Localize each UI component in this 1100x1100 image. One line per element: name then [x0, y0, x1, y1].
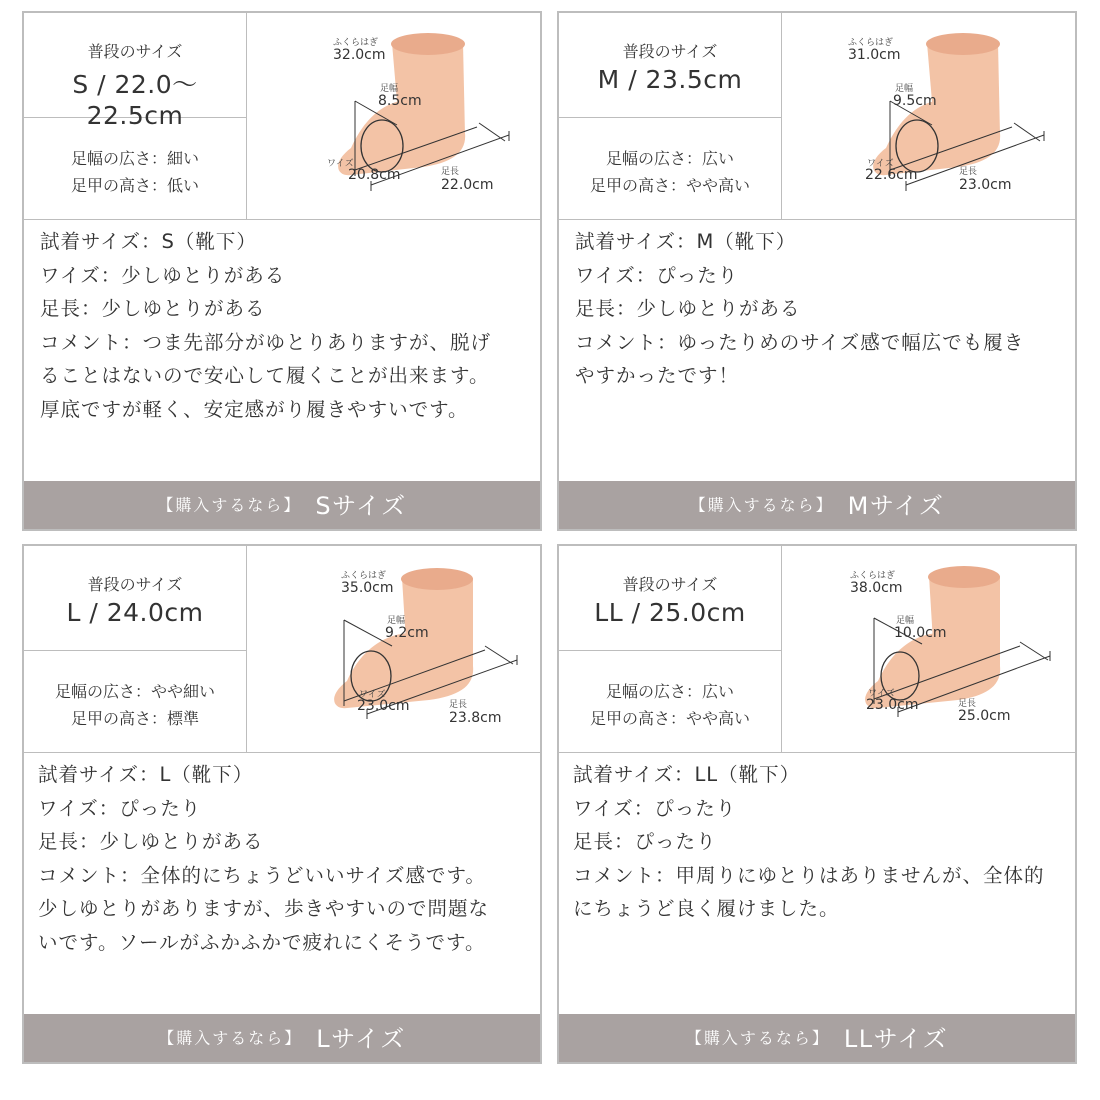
- review-line: コメント：全体的にちょうどいいサイズ感です。: [38, 863, 486, 887]
- recommended-size-prefix: 【購入するなら】: [157, 495, 302, 515]
- fitting-review: [575, 225, 1065, 393]
- review-line: 足長：少しゆとりがある: [38, 830, 264, 853]
- foot-width-label: 足幅: [380, 84, 399, 94]
- recommended-size: Sサイズ: [315, 491, 407, 520]
- foot-length-label: 足長: [958, 699, 977, 709]
- foot-shape-box: [24, 650, 247, 753]
- review-line: コメント：ゆったりめのサイズ感で幅広でも履き: [575, 330, 1025, 354]
- review-line: ワイズ：ぴったり: [573, 796, 737, 820]
- review-line: 厚底ですが軽く、安定感がり履きやすいです。: [40, 397, 469, 421]
- foot-illustration: [247, 13, 542, 219]
- usual-size-label: 普段のサイズ: [87, 575, 183, 594]
- fitting-review: [38, 758, 538, 959]
- review-line: コメント：甲周りにゆとりはありませんが、全体的: [573, 863, 1045, 887]
- calf-value: 38.0cm: [850, 580, 903, 596]
- size-review-card: [22, 544, 542, 1064]
- foot-width-value: 8.5cm: [378, 93, 422, 109]
- usual-size-value: LL / 25.0cm: [594, 598, 746, 627]
- foot-width-rating: 足幅の広さ：細い: [70, 149, 199, 168]
- review-line: やすかったです！: [575, 364, 740, 387]
- foot-illustration: [782, 546, 1077, 752]
- foot-width-label: 足幅: [895, 84, 914, 94]
- size-review-card: [557, 11, 1077, 531]
- usual-size-box: [24, 13, 247, 130]
- recommended-size-bar: [559, 481, 1075, 529]
- review-line: 足長：少しゆとりがある: [575, 297, 801, 320]
- foot-length-label: 足長: [449, 700, 468, 710]
- calf-label: ふくらはぎ: [848, 38, 894, 48]
- review-line: いです。ソールがふかふかで疲れにくそうです。: [38, 930, 486, 954]
- review-line: ワイズ：ぴったり: [38, 796, 202, 820]
- size-review-card: [22, 11, 542, 531]
- calf-value: 31.0cm: [848, 47, 901, 63]
- usual-size-value: S / 22.0〜22.5cm: [72, 70, 198, 130]
- foot-length-value: 23.0cm: [959, 177, 1012, 193]
- wise-value: 20.8cm: [348, 167, 401, 183]
- foot-length-label: 足長: [441, 167, 460, 177]
- review-line: 足長：少しゆとりがある: [40, 297, 266, 320]
- foot-width-value: 9.5cm: [893, 93, 937, 109]
- wise-label: ワイズ: [327, 159, 354, 169]
- recommended-size-prefix: 【購入するなら】: [158, 1028, 303, 1048]
- recommended-size-bar: [559, 1014, 1075, 1062]
- foot-measurement-diagram: [782, 13, 1077, 220]
- foot-length-label: 足長: [959, 167, 978, 177]
- usual-size-value: M / 23.5cm: [597, 65, 743, 94]
- review-line: ワイズ：少しゆとりがある: [40, 263, 286, 287]
- calf-label: ふくらはぎ: [333, 38, 379, 48]
- calf-label: ふくらはぎ: [341, 571, 387, 581]
- foot-length-value: 23.8cm: [449, 710, 502, 726]
- foot-width-value: 9.2cm: [385, 625, 429, 641]
- foot-width-label: 足幅: [387, 616, 406, 626]
- instep-height-rating: 足甲の高さ：低い: [70, 176, 199, 195]
- recommended-size-prefix: 【購入するなら】: [689, 495, 834, 515]
- calf-label: ふくらはぎ: [850, 571, 896, 581]
- foot-width-label: 足幅: [896, 616, 915, 626]
- size-review-card: [557, 544, 1077, 1064]
- recommended-size-bar: [24, 1014, 540, 1062]
- fitting-review: [40, 225, 530, 426]
- foot-width-rating: 足幅の広さ：広い: [605, 682, 734, 701]
- wise-label: ワイズ: [868, 689, 895, 699]
- foot-illustration: [782, 13, 1077, 219]
- foot-width-rating: 足幅の広さ：広い: [605, 149, 734, 168]
- instep-height-rating: 足甲の高さ：やや高い: [589, 709, 750, 728]
- calf-value: 32.0cm: [333, 47, 386, 63]
- foot-measurement-diagram: [782, 546, 1077, 753]
- usual-size-label: 普段のサイズ: [87, 42, 183, 61]
- foot-shape-box: [24, 117, 247, 220]
- foot-width-value: 10.0cm: [894, 625, 947, 641]
- wise-label: ワイズ: [867, 159, 894, 169]
- foot-measurement-diagram: [247, 13, 542, 220]
- usual-size-box: [559, 546, 782, 651]
- wise-value: 23.0cm: [866, 697, 919, 713]
- recommended-size: LLサイズ: [843, 1024, 949, 1053]
- review-line: 試着サイズ：M（靴下）: [575, 230, 797, 253]
- usual-size-box: [559, 13, 782, 118]
- foot-length-value: 22.0cm: [441, 177, 494, 193]
- recommended-size-bar: [24, 481, 540, 529]
- instep-height-rating: 足甲の高さ：やや高い: [589, 176, 750, 195]
- recommended-size: Lサイズ: [316, 1024, 406, 1053]
- foot-length-value: 25.0cm: [958, 708, 1011, 724]
- foot-width-rating: 足幅の広さ：やや細い: [54, 682, 215, 701]
- recommended-size-prefix: 【購入するなら】: [685, 1028, 830, 1048]
- review-line: コメント：つま先部分がゆとりありますが、脱げ: [40, 330, 492, 354]
- foot-shape-box: [559, 650, 782, 753]
- foot-measurement-diagram: [247, 546, 542, 753]
- review-line: ワイズ：ぴったり: [575, 263, 739, 287]
- review-line: 試着サイズ：LL（靴下）: [573, 763, 801, 786]
- usual-size-label: 普段のサイズ: [622, 42, 718, 61]
- review-line: 足長：ぴったり: [573, 830, 717, 853]
- review-line: ることはないので安心して履くことが出来ます。: [40, 364, 490, 387]
- review-line: 試着サイズ：S（靴下）: [40, 230, 257, 253]
- usual-size-label: 普段のサイズ: [622, 575, 718, 594]
- fitting-review: [573, 758, 1073, 926]
- instep-height-rating: 足甲の高さ：標準: [70, 709, 199, 728]
- wise-value: 23.0cm: [357, 698, 410, 714]
- review-line: 試着サイズ：L（靴下）: [38, 763, 254, 786]
- wise-label: ワイズ: [359, 690, 386, 700]
- wise-value: 22.6cm: [865, 167, 918, 183]
- foot-shape-box: [559, 117, 782, 220]
- usual-size-value: L / 24.0cm: [66, 598, 204, 627]
- review-line: にちょうど良く履けました。: [573, 897, 840, 920]
- recommended-size: Mサイズ: [847, 491, 945, 520]
- calf-value: 35.0cm: [341, 580, 394, 596]
- usual-size-box: [24, 546, 247, 651]
- review-line: 少しゆとりがありますが、歩きやすいので問題な: [38, 897, 490, 920]
